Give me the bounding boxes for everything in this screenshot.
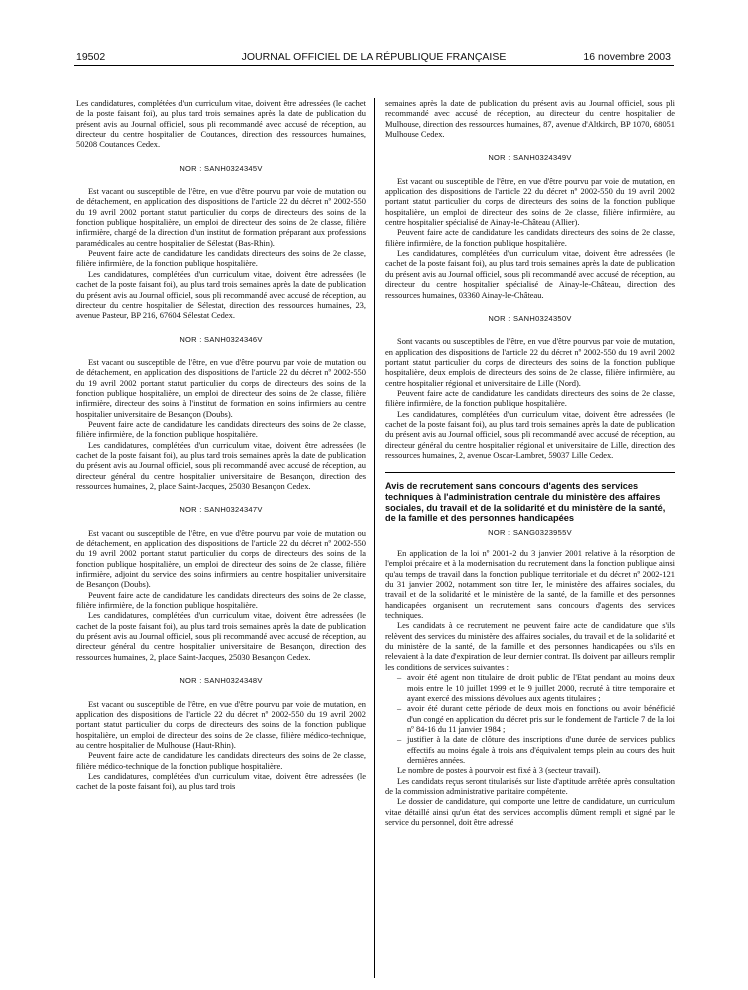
page-number: 19502 bbox=[76, 51, 106, 63]
paragraph: Est vacant ou susceptible de l'être, en vue d'être pourvu par voie de mutation ou de détachement, en application des dispositions de l'article 22 du décret nº 2002-550 du 19 avril 2002 portant statut particulier du corps de directeurs des soins de la fonction publique hospitalière, un emploi de directeur des soins de 2e classe, filière infirmière, chargé de la direction d'un institut de formation préparant aux professions paramédicales au centre hospitalier de Sélestat (Bas-Rhin). bbox=[76, 186, 366, 248]
paragraph: Peuvent faire acte de candidature les candidats directeurs des soins de 2e classe, filière infirmière, de la fonction publique hospitalière. bbox=[76, 589, 366, 611]
list-item: – avoir été agent non titulaire de droit public de l'Etat pendant au moins deux mois entre le 10 juillet 1999 et le 9 juillet 2000, recruté à titre temporaire et ayant exercé des missions dévolues aux agents titulaires ; bbox=[397, 672, 675, 703]
paragraph: Les candidats reçus seront titularisés sur liste d'aptitude arrêtée après consultation de la commission administrative paritaire compétente. bbox=[385, 775, 675, 796]
section-rule bbox=[385, 472, 675, 473]
nor-reference: NOR : SANH0324349V bbox=[488, 153, 572, 163]
paragraph: Peuvent faire acte de candidature les candidats directeurs des soins de 2e classe, filière infirmière, de la fonction publique hospitalière. bbox=[76, 248, 366, 269]
notice-title: Avis de recrutement sans concours d'agents des services techniques à l'administration centrale du ministère des affaires sociales, du travail et de la solidarité et du ministère de la santé, de la famille et des personnes handicapées bbox=[385, 481, 666, 524]
paragraph: Peuvent faire acte de candidature les candidats directeurs des soins de 2e classe, filière infirmière, de la fonction publique hospitalière. bbox=[385, 227, 675, 248]
paragraph: Le nombre de postes à pourvoir est fixé à 3 (secteur travail). bbox=[397, 765, 601, 776]
paragraph: Les candidatures, complétées d'un curriculum vitae, doivent être adressées (le cachet de la poste faisant foi), au plus tard trois bbox=[76, 770, 366, 792]
header-rule bbox=[74, 65, 674, 66]
paragraph: Les candidatures, complétées d'un curriculum vitae, doivent être adressées (le cachet de la poste faisant foi), au plus tard trois semaines après la date de publication du présent avis au Journal officiel, sous pli recommandé avec accusé de réception, au directeur du centre hospitalier spécialisé de Ainay-le-Château, direction des ressources humaines, 03360 Ainay-le-Château. bbox=[385, 248, 675, 300]
paragraph: Peuvent faire acte de candidature les candidats directeurs des soins de 2e classe, filière médico-technique de la fonction publique hospitalière. bbox=[76, 750, 366, 771]
page-header bbox=[0, 0, 748, 76]
nor-reference: NOR : SANH0324350V bbox=[488, 313, 572, 323]
paragraph: Les candidats à ce recrutement ne peuvent faire acte de candidature que s'ils relèvent des services du ministère des affaires sociales, du travail et de la solidarité et du ministère de la santé, de la famille et des personnes handicapées ou s'ils en relevaient à la date d'expiration de leur dernier contrat. Ils doivent par ailleurs remplir les conditions de services suivantes : bbox=[385, 620, 675, 672]
paragraph: Peuvent faire acte de candidature les candidats directeurs des soins de 2e classe, filière infirmière, de la fonction publique hospitalière. bbox=[385, 387, 675, 409]
paragraph: Est vacant ou susceptible de l'être, en vue d'être pourvu par voie de mutation ou de détachement, en application des dispositions de l'article 22 du décret nº 2002-550 du 19 avril 2002 portant statut particulier du corps de directeurs des soins de la fonction publique hospitalière, un emploi de directeur des soins de 2e classe, filière infirmière, directeur des soins à l'institut de formation en soins infirmiers au centre hospitalier universitaire de Besançon (Doubs). bbox=[76, 356, 366, 419]
paragraph: Les candidatures, complétées d'un curriculum vitae, doivent être adressées (le cachet de la poste faisant foi), au plus tard trois semaines après la date de publication du présent avis au Journal officiel, sous pli recommandé avec accusé de réception, au directeur du centre hospitalier de Sélestat, direction des ressources humaines, 23, avenue Pasteur, BP 216, 67604 Sélestat Cedex. bbox=[76, 268, 366, 321]
conditions-list bbox=[385, 672, 675, 765]
paragraph: Les candidatures, complétées d'un curriculum vitae, doivent être adressées (le cachet de la poste faisant foi), au plus tard trois semaines après la date de publication du présent avis au Journal officiel, sous pli recommandé avec accusé de réception, au directeur du centre hospitalier de Coutances, direction des ressources humaines, 50208 Coutances Cedex. bbox=[76, 98, 366, 150]
paragraph: semaines après la date de publication du présent avis au Journal officiel, sous pli recommandé avec accusé de réception, au directeur du centre hospitalier de Mulhouse, direction des ressources humaines, 87, avenue d'Altkirch, BP 1070, 68051 Mulhouse Cedex. bbox=[385, 98, 675, 140]
left-column bbox=[76, 98, 366, 792]
paragraph: Les candidatures, complétées d'un curriculum vitae, doivent être adressées (le cachet de la poste faisant foi), au plus tard trois semaines après la date de publication du présent avis au Journal officiel, sous pli recommandé avec accusé de réception, au directeur général du centre hospitalier universitaire de Besançon, direction des ressources humaines, 2, place Saint-Jacques, 25030 Besançon Cedex. bbox=[76, 439, 366, 491]
paragraph: Est vacant ou susceptible de l'être, en vue d'être pourvu par voie de mutation, en application des dispositions de l'article 22 du décret nº 2002-550 du 19 avril 2002 portant statut particulier du corps de directeurs des soins de la fonction publique hospitalière, un emploi de directeur des soins de 2e classe, filière infirmière, au centre hospitalier spécialisé de Ainay-le-Château (Allier). bbox=[385, 175, 675, 228]
nor-reference: NOR : SANH0324348V bbox=[179, 676, 263, 686]
paragraph: Est vacant ou susceptible de l'être, en vue d'être pourvu par voie de mutation ou de détachement, en application des dispositions de l'article 22 du décret nº 2002-550 du 19 avril 2002 portant statut particulier du corps de directeurs des soins de la fonction publique hospitalière, un emploi de directeur des soins de 2e classe, filière infirmière, adjoint du service des soins infirmiers au centre hospitalier universitaire de Besançon (Doubs). bbox=[76, 527, 366, 590]
nor-reference: NOR : SANH0324345V bbox=[179, 163, 263, 173]
paragraph: Peuvent faire acte de candidature les candidats directeurs des soins de 2e classe, filière infirmière, de la fonction publique hospitalière. bbox=[76, 418, 366, 440]
paragraph: Le dossier de candidature, qui comporte une lettre de candidature, un curriculum vitae détaillé ainsi qu'un état des services accomplis dûment rempli et signé par le service du personnel, doit être adressé bbox=[385, 796, 675, 827]
nor-reference: NOR : SANH0324346V bbox=[179, 334, 263, 344]
paragraph: Les candidatures, complétées d'un curriculum vitae, doivent être adressées (le cachet de la poste faisant foi), au plus tard trois semaines après la date de publication du présent avis au Journal officiel, sous pli recommandé avec accusé de réception, au directeur général du centre hospitalier régional et universitaire de Lille, direction des ressources humaines, 2, avenue Oscar-Lambret, 59037 Lille Cedex. bbox=[385, 408, 675, 460]
paragraph: Les candidatures, complétées d'un curriculum vitae, doivent être adressées (le cachet de la poste faisant foi), au plus tard trois semaines après la date de publication du présent avis au Journal officiel, sous pli recommandé avec accusé de réception, au directeur général du centre hospitalier universitaire de Besançon, direction des ressources humaines, 2, place Saint-Jacques, 25030 Besançon Cedex. bbox=[76, 610, 366, 662]
column-divider bbox=[374, 98, 375, 978]
nor-reference: NOR : SANG0323955V bbox=[488, 527, 572, 537]
paragraph: Est vacant ou susceptible de l'être, en vue d'être pourvu par voie de mutation, en application des dispositions de l'article 22 du décret nº 2002-550 du 19 avril 2002 portant statut particulier du corps de directeurs des soins de la fonction publique hospitalière, un emploi de directeur des soins de 2e classe, filière médico-technique, au centre hospitalier de Mulhouse (Haut-Rhin). bbox=[76, 698, 366, 750]
nor-reference: NOR : SANH0324347V bbox=[179, 505, 263, 515]
journal-title: JOURNAL OFFICIEL DE LA RÉPUBLIQUE FRANÇAISE bbox=[241, 51, 507, 63]
list-item: – avoir été durant cette période de deux mois en fonctions ou avoir bénéficié d'un congé en application du décret pris sur le fondement de l'article 7 de la loi nº 84-16 du 11 janvier 1984 ; bbox=[397, 703, 675, 734]
list-item: – justifier à la date de clôture des inscriptions d'une durée de services publics effectifs au moins égale à trois ans d'équivalent temps plein au cours des huit dernières années. bbox=[397, 734, 675, 765]
right-column bbox=[385, 98, 675, 827]
issue-date: 16 novembre 2003 bbox=[583, 51, 671, 63]
paragraph: Sont vacants ou susceptibles de l'être, en vue d'être pourvus par voie de mutation, en application des dispositions de l'article 22 du décret nº 2002-550 du 19 avril 2002 portant statut particulier du corps de directeurs des soins de la fonction publique hospitalière, deux emplois de directeurs des soins de 2e classe, filière infirmière, au centre hospitalier régional et universitaire de Lille (Nord). bbox=[385, 336, 675, 388]
paragraph: En application de la loi nº 2001-2 du 3 janvier 2001 relative à la résorption de l'emploi précaire et à la modernisation du recrutement dans la fonction publique ainsi qu'au temps de travail dans la fonction publique territoriale et du décret nº 2002-121 du 31 janvier 2002, notamment son titre Ier, le ministère des affaires sociales, du travail et de la solidarité et le ministère de la santé, de la famille et des personnes handicapées organisent un recrutement sans concours d'agents des services techniques. bbox=[385, 548, 675, 621]
